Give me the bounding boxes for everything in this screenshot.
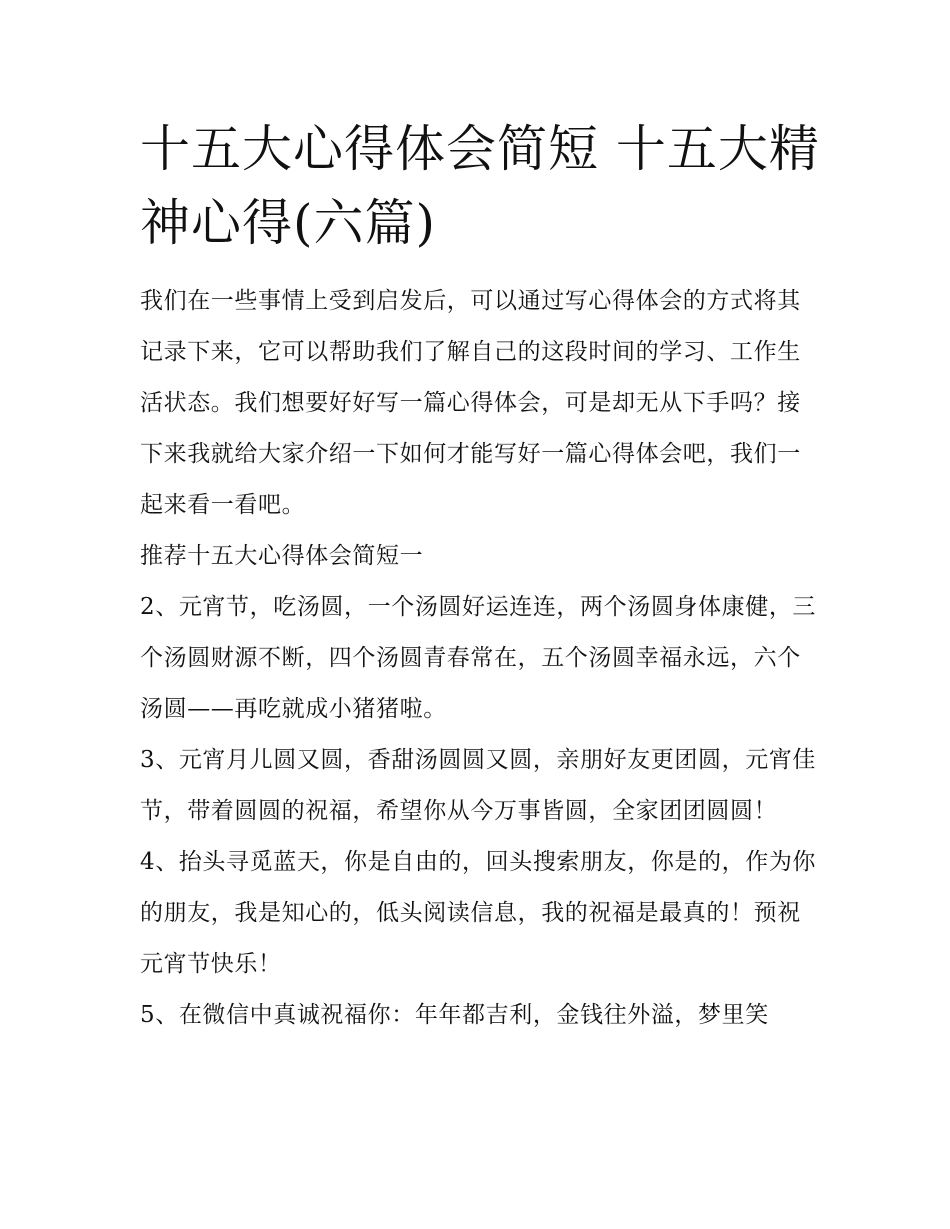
list-item: 5、在微信中真诚祝福你：年年都吉利，金钱往外溢，梦里笑 (140, 1002, 769, 1028)
list-item: 2、元宵节，吃汤圆，一个汤圆好运连连，两个汤圆身体康健，三个汤圆财源不断，四个汤圆青春常在，五个汤圆幸福永远，六个汤圆——再吃就成小猪猪啦。 (140, 594, 817, 722)
document-title: 十五大心得体会简短 十五大精神心得(六篇) (140, 120, 820, 252)
document-body (140, 276, 820, 1041)
intro-paragraph: 我们在一些事情上受到启发后，可以通过写心得体会的方式将其记录下来，它可以帮助我们了解自己的这段时间的学习、工作生活状态。我们想要好好写一篇心得体会，可是却无从下手吗？接下来我就给大家介绍一下如何才能写好一篇心得体会吧，我们一起来看一看吧。 (140, 288, 801, 518)
list-item: 3、元宵月儿圆又圆，香甜汤圆圆又圆，亲朋好友更团圆，元宵佳节，带着圆圆的祝福，希望你从今万事皆圆，全家团团圆圆！ (140, 747, 817, 824)
list-item: 4、抬头寻觅蓝天，你是自由的，回头搜索朋友，你是的，作为你的朋友，我是知心的，低头阅读信息，我的祝福是最真的！预祝元宵节快乐！ (140, 849, 817, 977)
section-heading: 推荐十五大心得体会简短一 (140, 543, 424, 569)
